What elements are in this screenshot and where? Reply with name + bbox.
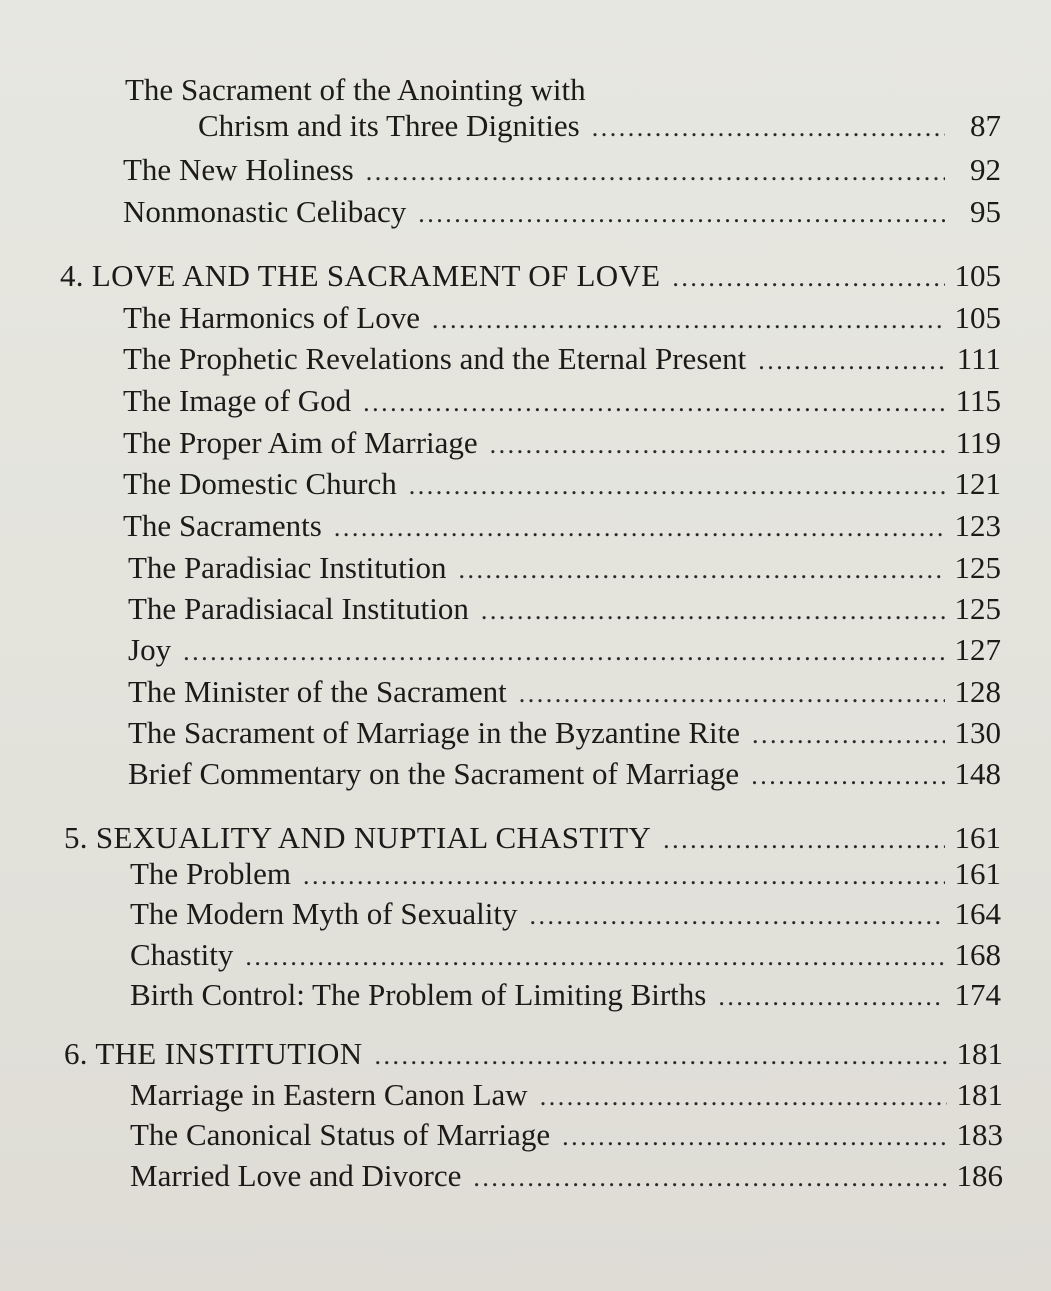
toc-entry-page: 87 xyxy=(970,108,1001,143)
toc-entry-title: The Domestic Church xyxy=(123,466,397,501)
toc-entry xyxy=(130,1117,1003,1155)
toc-entry-page: 181 xyxy=(956,1077,1003,1112)
toc-chapter-5 xyxy=(64,820,1001,858)
toc-entry-page: 105 xyxy=(954,300,1001,335)
toc-entry-page: 119 xyxy=(955,425,1001,460)
dot-leader xyxy=(334,510,945,546)
dot-leader xyxy=(245,939,945,975)
toc-entry-title: The Prophetic Revelations and the Eternal Present xyxy=(123,341,747,376)
toc-chapter-6 xyxy=(64,1036,1003,1074)
toc-entry-title: Chastity xyxy=(130,937,234,972)
chapter-name: SEXUALITY AND NUPTIAL CHASTITY xyxy=(95,820,652,855)
dot-leader xyxy=(490,427,945,463)
toc-entry-page: 161 xyxy=(954,856,1001,891)
toc-entry-title: Brief Commentary on the Sacrament of Marriage xyxy=(128,756,740,791)
dot-leader xyxy=(432,302,945,338)
toc-entry-page: 183 xyxy=(956,1117,1003,1152)
toc-entry xyxy=(123,383,1001,421)
dot-leader xyxy=(519,676,945,712)
toc-entry-title: The Canonical Status of Marriage xyxy=(130,1117,551,1152)
toc-entry xyxy=(130,1158,1003,1196)
chapter-title xyxy=(64,820,651,856)
chapter-number: 4. xyxy=(60,258,84,293)
toc-entry-title: The Image of God xyxy=(123,383,352,418)
toc-entry xyxy=(198,108,1001,146)
toc-entry-page: 121 xyxy=(954,466,1001,501)
toc-entry-page: 125 xyxy=(954,591,1001,626)
chapter-number: 5. xyxy=(64,820,88,855)
toc-entry xyxy=(123,508,1001,546)
toc-entry xyxy=(128,715,1001,753)
toc-entry xyxy=(123,425,1001,463)
toc-entry-page: 148 xyxy=(954,756,1001,791)
toc-entry-title: Marriage in Eastern Canon Law xyxy=(130,1077,528,1112)
dot-leader xyxy=(540,1079,947,1115)
dot-leader xyxy=(562,1119,947,1155)
chapter-name: LOVE AND THE SACRAMENT OF LOVE xyxy=(91,258,661,293)
dot-leader xyxy=(409,468,945,504)
dot-leader xyxy=(366,154,945,190)
toc-entry-page: 123 xyxy=(954,508,1001,543)
toc-entry-line1: The Sacrament of the Anointing with xyxy=(125,72,586,107)
dot-leader xyxy=(459,552,945,588)
toc-entry xyxy=(130,1077,1003,1115)
toc-entry xyxy=(130,977,1001,1015)
dot-leader xyxy=(481,593,945,629)
toc-entry xyxy=(128,674,1001,712)
toc-entry-title: The Problem xyxy=(130,856,291,891)
toc-entry xyxy=(123,152,1001,190)
toc-entry-page: 186 xyxy=(956,1158,1003,1193)
dot-leader xyxy=(758,343,945,379)
dot-leader xyxy=(663,822,945,858)
toc-entry-title: The Harmonics of Love xyxy=(123,300,420,335)
toc-entry-title: The Minister of the Sacrament xyxy=(128,674,507,709)
toc-entry xyxy=(123,341,1001,379)
toc-entry-title: The Sacraments xyxy=(123,508,322,543)
dot-leader xyxy=(473,1160,947,1196)
toc-entry-title: Birth Control: The Problem of Limiting Births xyxy=(130,977,707,1012)
toc-entry-page: 128 xyxy=(954,674,1001,709)
chapter-page: 181 xyxy=(956,1036,1003,1071)
toc-entry-page: 127 xyxy=(954,632,1001,667)
toc-entry-page: 115 xyxy=(955,383,1001,418)
dot-leader xyxy=(418,196,945,232)
dot-leader xyxy=(751,758,945,794)
chapter-number: 6. xyxy=(64,1036,88,1071)
toc-entry-title: Joy xyxy=(128,632,172,667)
dot-leader xyxy=(183,634,945,670)
toc-entry-page: 111 xyxy=(956,341,1001,376)
chapter-title xyxy=(64,1036,362,1072)
chapter-name: THE INSTITUTION xyxy=(95,1036,363,1071)
toc-entry-title: The Paradisiacal Institution xyxy=(128,591,469,626)
toc-entry-page: 92 xyxy=(970,152,1001,187)
toc-entry-title: The Sacrament of Marriage in the Byzantine Rite xyxy=(128,715,741,750)
toc-entry-page: 174 xyxy=(954,977,1001,1012)
dot-leader xyxy=(303,858,945,894)
toc-entry xyxy=(123,194,1001,232)
toc-entry-title: Chrism and its Three Dignities xyxy=(198,108,580,143)
chapter-title xyxy=(60,258,660,294)
chapter-page: 105 xyxy=(954,258,1001,293)
toc-entry-page: 125 xyxy=(954,550,1001,585)
toc-entry-page: 164 xyxy=(954,896,1001,931)
dot-leader xyxy=(363,385,945,421)
toc-entry xyxy=(128,632,1001,670)
dot-leader xyxy=(718,979,945,1015)
dot-leader xyxy=(752,717,945,753)
toc-entry-page: 168 xyxy=(954,937,1001,972)
dot-leader xyxy=(592,110,945,146)
dot-leader xyxy=(374,1038,947,1074)
chapter-page: 161 xyxy=(954,820,1001,855)
toc-entry-title: The Paradisiac Institution xyxy=(128,550,447,585)
toc-entry xyxy=(130,896,1001,934)
dot-leader xyxy=(672,260,945,296)
toc-entry xyxy=(128,591,1001,629)
toc-chapter-4 xyxy=(60,258,1001,296)
toc-entry-title: Married Love and Divorce xyxy=(130,1158,462,1193)
toc-entry-page: 130 xyxy=(954,715,1001,750)
toc-entry xyxy=(130,937,1001,975)
toc-entry-title: The Modern Myth of Sexuality xyxy=(130,896,518,931)
toc-entry-title: The Proper Aim of Marriage xyxy=(123,425,478,460)
toc-entry xyxy=(123,300,1001,338)
toc-entry xyxy=(128,756,1001,794)
toc-entry xyxy=(130,856,1001,894)
toc-entry-title: The New Holiness xyxy=(123,152,354,187)
dot-leader xyxy=(529,898,945,934)
toc-entry-title: Nonmonastic Celibacy xyxy=(123,194,407,229)
toc-entry xyxy=(128,550,1001,588)
toc-entry-page: 95 xyxy=(970,194,1001,229)
toc-entry xyxy=(123,466,1001,504)
